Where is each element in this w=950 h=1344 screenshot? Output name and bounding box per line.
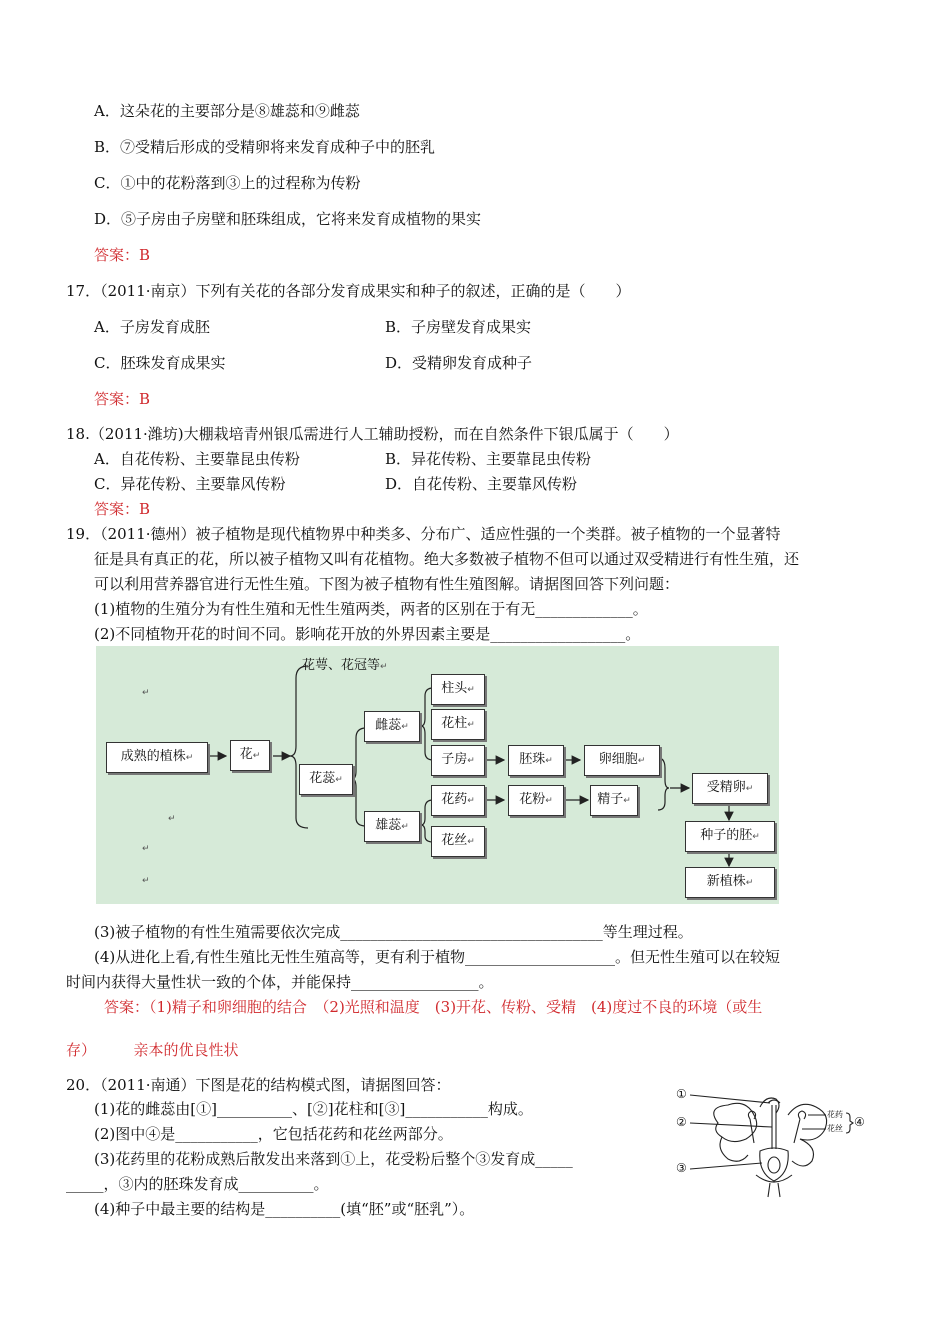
q18-option-c: C．异花传粉、主要靠风传粉 [94,475,286,493]
q20-sub-3a: (3)花药里的花粉成熟后散发出来落到①上，花受粉后整个③发育成_____ [94,1150,573,1168]
q17-option-b: B．子房壁发育成果实 [385,318,532,336]
egg-cell-box: 卵细胞↵ [584,745,660,776]
filament-box: 花丝↵ [431,826,485,857]
figure-label-2: ② [676,1115,687,1129]
stamen-box: 雄蕊↵ [364,811,420,842]
q19-answer-line-2: 存） 亲本的优良性状 [66,1041,239,1059]
return-mark: ↵ [142,876,150,886]
pollen-box: 花粉↵ [508,785,564,816]
sperm-box: 精子↵ [590,785,638,816]
q18-answer: 答案：B [94,500,151,518]
q19-answer-line-1: 答案：（1)精子和卵细胞的结合 （2)光照和温度 (3)开花、传粉、受精 (4)度过不良的环境（或生 [104,998,763,1016]
zygote-box: 受精卵↵ [692,773,768,804]
q16-option-b: B．⑦受精后形成的受精卵将来发育成种子中的胚乳 [94,138,436,156]
q20-sub-1: (1)花的雌蕊由[①]__________、[②]花柱和[③]___________构成。 [94,1100,533,1118]
q18-option-a: A．自花传粉、主要靠昆虫传粉 [94,450,300,468]
style-box: 花柱↵ [431,709,485,740]
q19-sub-1: (1)植物的生殖分为有性生殖和无性生殖两类，两者的区别在于有无_____________。 [94,600,648,618]
q16-answer: 答案：B [94,246,151,264]
ovule-box: 胚珠↵ [508,745,564,776]
figure-filament-label: 花丝 [827,1124,843,1133]
figure-label-4: ④ [854,1115,865,1129]
pistil-box: 雌蕊↵ [364,711,420,742]
q16-option-c: C．①中的花粉落到③上的过程称为传粉 [94,174,361,192]
q20-sub-2: (2)图中④是___________，它包括花药和花丝两部分。 [94,1125,453,1143]
ovary-box: 子房↵ [431,745,485,776]
figure-label-3: ③ [676,1161,687,1175]
sepal-petal-label: 花萼、花冠等 [302,658,381,673]
return-mark: ↵ [380,662,388,672]
flower-core-box: 花蕊↵ [299,764,353,795]
mature-plant-box: 成熟的植株↵ [106,742,208,773]
q18-option-b: B．异花传粉、主要靠昆虫传粉 [385,450,592,468]
flower-structure-figure [676,1085,876,1200]
reproduction-diagram [96,646,779,904]
q17-option-c: C．胚珠发育成果实 [94,354,226,372]
stigma-box: 柱头↵ [431,674,485,705]
anther-box: 花药↵ [431,785,485,816]
q18-stem: 18.（2011·潍坊)大棚栽培青州银瓜需进行人工辅助授粉，而在自然条件下银瓜属于（ ） [66,425,679,443]
flower-drawing [676,1085,876,1200]
q20-stem: 20．（2011·南通）下图是花的结构模式图，请据图回答： [66,1076,451,1094]
q16-option-d: D．⑤子房由子房壁和胚珠组成，它将来发育成植物的果实 [94,210,482,228]
q19-line-2: 征是具有真正的花，所以被子植物又叫有花植物。绝大多数被子植物不但可以通过双受精进行有性生殖，还 [94,550,800,568]
q19-sub-2: (2)不同植物开花的时间不同。影响花开放的外界因素主要是__________________。 [94,625,641,643]
seed-embryo-box: 种子的胚↵ [685,821,775,852]
return-mark: ↵ [168,814,176,824]
flower-box: 花↵ [230,740,270,771]
return-mark: ↵ [142,844,150,854]
figure-label-1: ① [676,1087,687,1101]
q16-option-a: A．这朵花的主要部分是⑧雄蕊和⑨雌蕊 [94,102,360,120]
q17-option-a: A．子房发育成胚 [94,318,210,336]
q17-stem: 17．（2011·南京）下列有关花的各部分发育成果实和种子的叙述，正确的是（ ） [66,282,631,300]
q17-answer: 答案：B [94,390,151,408]
q20-sub-3b: _____，③内的胚珠发育成__________。 [66,1175,329,1193]
q19-sub-3: (3)被子植物的有性生殖需要依次完成___________________________________等生理过程。 [94,923,693,941]
figure-anther-label: 花药 [827,1110,843,1119]
q19-sub-4b: 时间内获得大量性状一致的个体，并能保持_________________。 [66,973,494,991]
new-plant-box: 新植株↵ [685,867,775,898]
q19-line-1: 19．（2011·德州）被子植物是现代植物界中种类多、分布广、适应性强的一个类群。被子植物的一个显著特 [66,525,781,543]
q19-line-3: 可以利用营养器官进行无性生殖。下图为被子植物有性生殖图解。请据图回答下列问题： [94,575,680,593]
return-mark: ↵ [142,688,150,698]
q19-sub-4a: (4)从进化上看,有性生殖比无性生殖高等，更有利于植物____________________。但无性生殖可以在较短 [94,948,781,966]
q20-sub-4: (4)种子中最主要的结构是__________(填“胚”或“胚乳”）。 [94,1200,475,1218]
q18-option-d: D．自花传粉、主要靠风传粉 [385,475,578,493]
q17-option-d: D．受精卵发育成种子 [385,354,533,372]
